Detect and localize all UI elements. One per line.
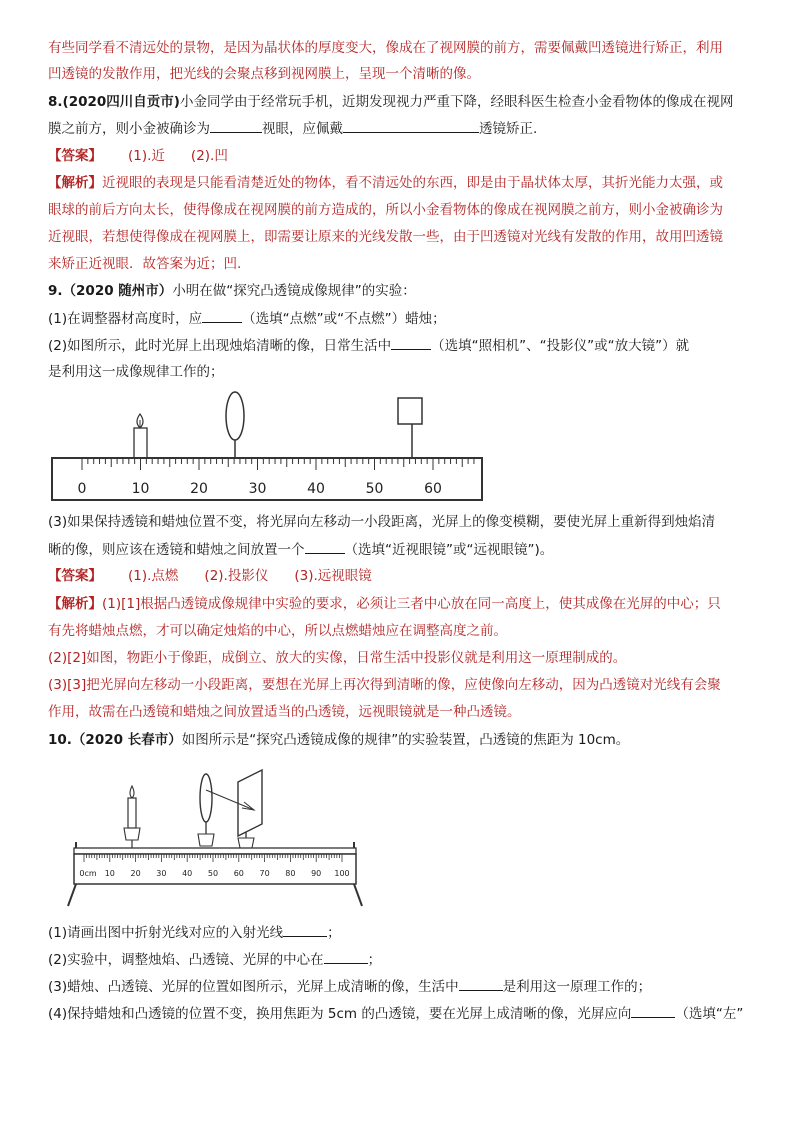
q9-answer-label: 【答案】 (48, 568, 102, 584)
q9-analysis-line-2: 有先将蜡烛点燃，才可以确定烛焰的中心，所以点燃蜡烛应在调整高度之前。 (48, 623, 507, 639)
q9-part-2-line-2: 是利用这一成像规律工作的； (48, 364, 224, 380)
q10-stem-text: 如图所示是“探究凸透镜成像的规律”的实验装置，凸透镜的焦距为 10cm。 (181, 732, 630, 748)
bench-tick-label: 90 (311, 869, 322, 878)
q10-blank-1[interactable] (283, 922, 327, 937)
ruler-tick-label: 20 (190, 481, 208, 497)
q10-part-4 (48, 1003, 758, 1024)
bench-tick-label: 10 (104, 869, 115, 878)
q10-part-1-text-2: ； (327, 925, 341, 941)
q9-part-1 (48, 308, 758, 329)
intro-line-1: 有些同学看不清远处的景物，是因为晶状体的厚度变大，像成在了视网膜的前方，需要佩戴凹透镜进行矫正，利用 (48, 40, 723, 56)
bench-tick-label: 60 (233, 869, 244, 878)
q8-source: (2020四川自贡市) (62, 94, 180, 110)
q9-analysis-line-5: 作用，故需在凸透镜和蜡烛之间放置适当的凸透镜，远视眼镜就是一种凸透镜。 (48, 704, 521, 720)
q8-analysis-line-2: 眼球的前后方向太长，使得像成在视网膜的前方造成的，所以小金看物体的像成在视网膜之前方，则小金被确诊为 (48, 202, 723, 218)
q10-part-1-text: (1)请画出图中折射光线对应的入射光线 (48, 925, 284, 941)
convex-lens-icon (226, 392, 244, 458)
q9-part-2-text: (2)如图所示，此时光屏上出现烛焰清晰的像，日常生活中 (48, 338, 392, 354)
q10-part-2-text: (2)实验中，调整烛焰、凸透镜、光屏的中心在 (48, 952, 324, 968)
ruler-tick-label: 40 (307, 481, 325, 497)
q9-analysis-label: 【解析】 (48, 596, 102, 612)
q8-answer-label: 【答案】 (48, 148, 102, 164)
q9-analysis-line-4: (3)[3]把光屏向左移动一小段距离，要想在光屏上再次得到清晰的像，应使像向左移动，因为凸透镜对光线有会聚 (48, 677, 721, 693)
q8-stem-line-2 (48, 118, 758, 139)
q9-answer-1: (1).点燃 (128, 568, 179, 584)
q10-blank-2[interactable] (324, 949, 368, 964)
q10-part-3-text: (3)蜡烛、凸透镜、光屏的位置如图所示，光屏上成清晰的像，生活中 (48, 979, 459, 995)
q9-part-2-text-2: （选填“照相机”、“投影仪”或“放大镜”）就 (431, 338, 690, 354)
q9-part-1-text: (1)在调整器材高度时，应 (48, 311, 203, 327)
bench-tick-label: 30 (156, 869, 167, 878)
q8-blank-1[interactable] (210, 118, 262, 133)
q8-answer-1: (1).近 (128, 148, 165, 164)
bench-tick-label: 0cm (79, 869, 97, 878)
q9-analysis-line-3: (2)[2]如图，物距小于像距，成倒立、放大的实像，日常生活中投影仪就是利用这一原理制成的。 (48, 650, 627, 666)
q8-answer-2: (2).凹 (190, 148, 228, 164)
q10-number: 10. (48, 732, 72, 748)
bench-tick-label: 20 (130, 869, 141, 878)
q8-analysis-text-1: 近视眼的表现是只能看清楚近处的物体，看不清远处的东西，即是由于晶状体太厚，其折光能力太强，或 (102, 175, 723, 191)
q9-part-3-text-2: （选填“近视眼镜”或“远视眼镜”)。 (344, 542, 554, 558)
ruler-tick-label: 10 (131, 481, 150, 497)
q8-blank-2[interactable] (343, 118, 479, 133)
q10-part-4-text: (4)保持蜡烛和凸透镜的位置不变，换用焦距为 5cm 的凸透镜，要在光屏上成清晰的像，光屏应向 (48, 1006, 632, 1022)
ruler-tick-label: 50 (365, 481, 384, 497)
q9-blank-2[interactable] (391, 335, 431, 350)
q9-answer-3: (3).远视眼镜 (294, 568, 372, 584)
q9-analysis-text-1: (1)[1]根据凸透镜成像规律中实验的要求，必须让三者中心放在同一高度上，使其成像在光屏的中心；只 (102, 596, 721, 612)
q8-stem-text-2: 膜之前方，则小金被确诊为 (48, 121, 210, 137)
q9-stem-text: 小明在做“探究凸透镜成像规律”的实验： (172, 283, 416, 299)
bench-tick-label: 40 (182, 869, 193, 878)
q9-part-2 (48, 335, 758, 356)
refracted-ray (206, 790, 254, 810)
q8-analysis-label: 【解析】 (48, 175, 102, 191)
q10-source: （2020 长春市） (71, 732, 182, 748)
bench-tick-label: 100 (334, 869, 350, 878)
q10-part-3 (48, 976, 758, 997)
q10-blank-4[interactable] (631, 1003, 675, 1018)
q9-analysis-line-1 (48, 594, 758, 614)
intro-line-2: 凹透镜的发散作用，把光线的会聚点移到视网膜上，呈现一个清晰的像。 (48, 66, 480, 82)
q9-optical-bench-figure (48, 390, 488, 502)
bench-tick-label: 70 (259, 869, 270, 878)
ruler-tick-label: 30 (248, 481, 267, 497)
q8-stem-text-4: 透镜矫正. (479, 121, 538, 137)
q9-stem (48, 281, 758, 301)
q10-part-3-text-2: 是利用这一原理工作的； (502, 979, 652, 995)
q8-analysis-line-1 (48, 173, 758, 193)
q8-stem-line-1 (48, 92, 758, 112)
candle-icon (134, 414, 147, 458)
q9-part-1-text-2: （选填“点燃”或“不点燃”）蜡烛； (242, 311, 446, 327)
candle-icon (124, 786, 140, 848)
convex-lens-icon (198, 774, 214, 846)
q10-part-2-text-2: ； (367, 952, 382, 968)
ruler (52, 458, 482, 500)
q10-part-4-text-2: （选填“左” (675, 1006, 744, 1022)
ruler-tick-label: 60 (424, 481, 442, 497)
q10-optical-bench-figure (66, 758, 366, 910)
q10-part-1 (48, 922, 758, 943)
q8-stem-text-3: 视眼，应佩戴 (262, 121, 343, 137)
q10-stem (48, 730, 758, 750)
q9-number: 9. (48, 283, 63, 299)
q9-blank-3[interactable] (305, 539, 345, 554)
q10-part-2 (48, 949, 758, 970)
bench-tick-label: 50 (207, 869, 219, 878)
q8-stem-text: 小金同学由于经常玩手机，近期发现视力严重下降，经眼科医生检查小金看物体的像成在视网 (179, 94, 734, 110)
q8-analysis-line-4: 来矫正近视眼．故答案为近；凹. (48, 256, 242, 272)
q9-answer-2: (2).投影仪 (204, 568, 269, 584)
q10-blank-3[interactable] (459, 976, 503, 991)
q9-part-3-line-1: (3)如果保持透镜和蜡烛位置不变，将光屏向左移动一小段距离，光屏上的像变模糊，要使光屏上重新得到烛焰清 (48, 514, 716, 530)
ruler-tick-label: 0 (77, 481, 87, 497)
bench-tick-label: 80 (285, 869, 296, 878)
q9-part-3-line-2 (48, 539, 758, 560)
light-screen-icon (398, 398, 422, 458)
q8-answer (48, 146, 758, 166)
q9-answer (48, 566, 758, 586)
q8-analysis-line-3: 近视眼，若想使得像成在视网膜上，即需要让原来的光线发散一些，由于凹透镜对光线有发散的作用，故用凹透镜 (48, 229, 723, 245)
q9-source: （2020 随州市） (62, 283, 173, 299)
q9-part-3-text: 晰的像，则应该在透镜和蜡烛之间放置一个 (48, 542, 305, 558)
q8-number: 8. (48, 94, 63, 110)
q9-blank-1[interactable] (202, 308, 242, 323)
